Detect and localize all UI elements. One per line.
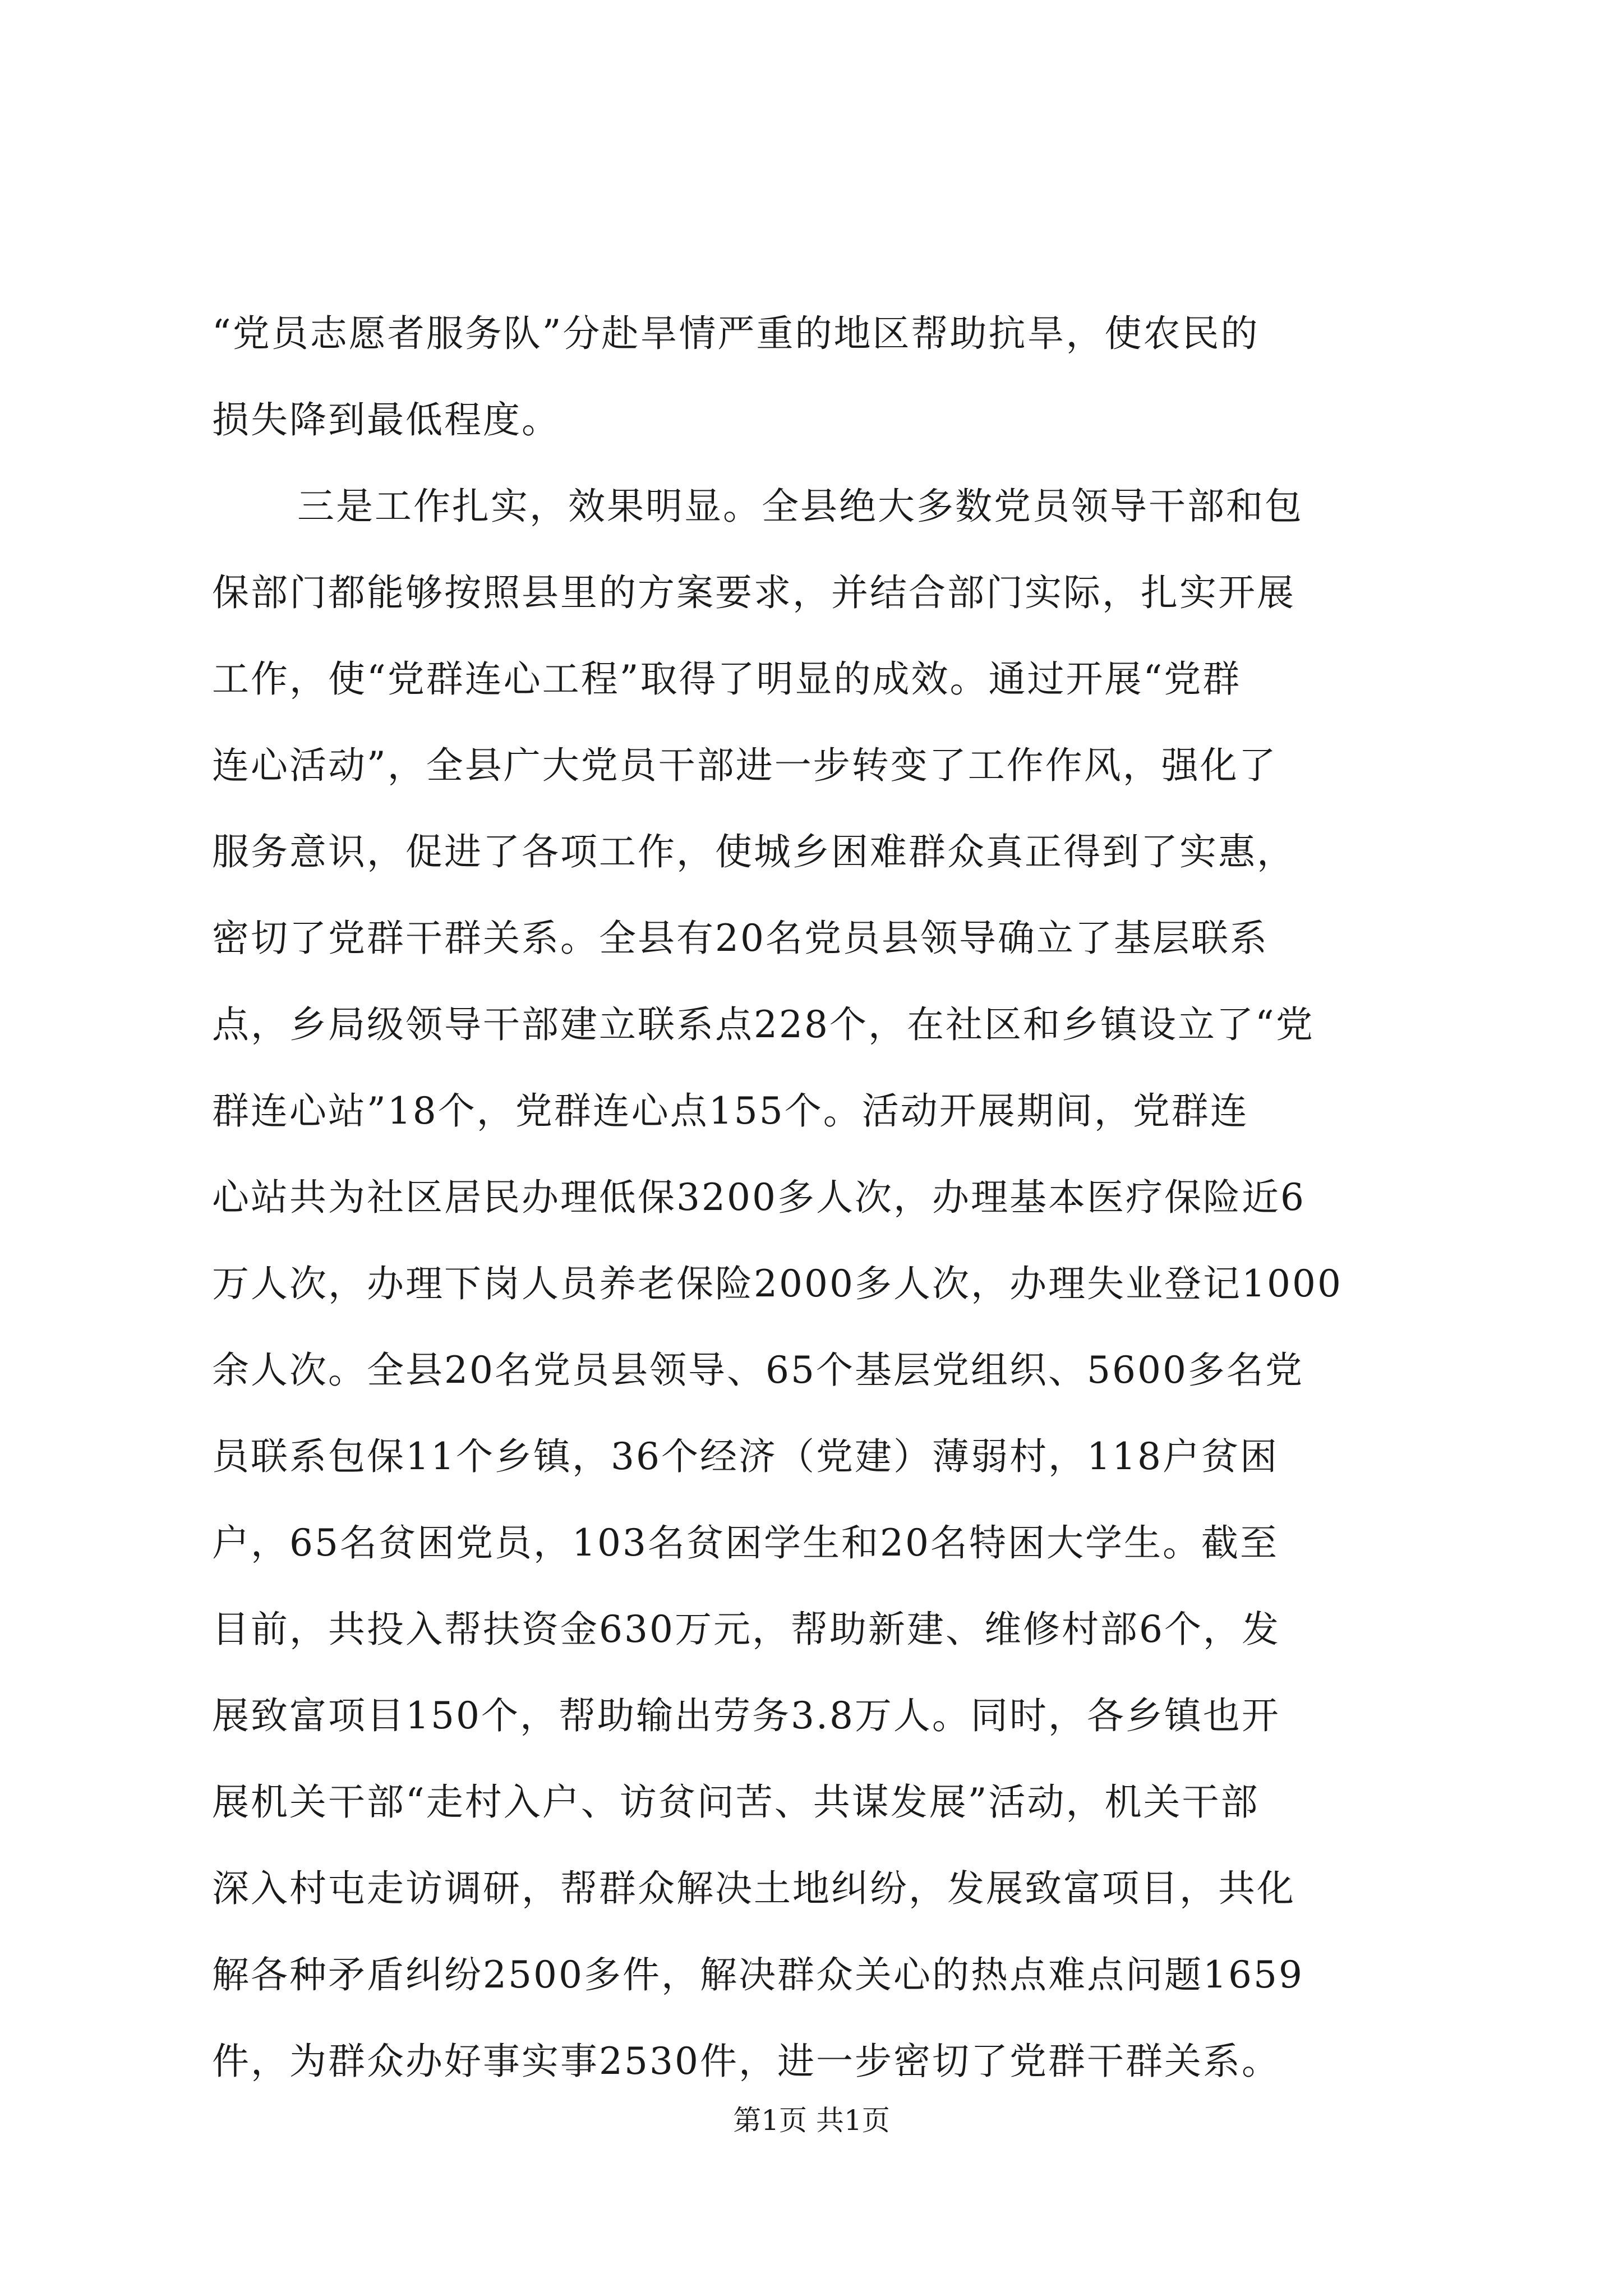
text-line-11: 心站共为社区居民办理低保3200多人次，办理基本医疗保险近6 <box>212 1176 1306 1219</box>
text-line-13: 余人次。全县20名党员县领导、65个基层党组织、5600多名党 <box>212 1349 1304 1392</box>
text-line-7: 服务意识，促进了各项工作，使城乡困难群众真正得到了实惠， <box>212 830 1295 873</box>
text-line-18: 展机关干部“走村入户、访贫问苦、共谋发展”活动，机关干部 <box>212 1780 1260 1824</box>
text-line-8: 密切了党群干群关系。全县有20名党员县领导确立了基层联系 <box>212 917 1269 960</box>
text-line-21: 件，为群众办好事实事2530件，进一步密切了党群干群关系。 <box>212 2040 1280 2083</box>
text-line-15: 户，65名贫困党员，103名贫困学生和20名特困大学生。截至 <box>212 1521 1279 1565</box>
text-line-3: 三是工作扎实，效果明显。全县绝大多数党员领导干部和包 <box>297 485 1303 528</box>
text-line-19: 深入村屯走访调研，帮群众解决土地纠纷，发展致富项目，共化 <box>212 1867 1295 1910</box>
text-line-20: 解各种矛盾纠纷2500多件，解决群众关心的热点难点问题1659 <box>212 1953 1304 1996</box>
page-footer: 第1页 共1页 <box>733 2104 890 2137</box>
text-line-17: 展致富项目150个，帮助输出劳务3.8万人。同时，各乡镇也开 <box>212 1694 1280 1737</box>
text-line-1: “党员志愿者服务队”分赴旱情严重的地区帮助抗旱，使农民的 <box>212 312 1260 355</box>
text-line-4: 保部门都能够按照县里的方案要求，并结合部门实际，扎实开展 <box>212 571 1295 614</box>
text-line-10: 群连心站”18个，党群连心点155个。活动开展期间，党群连 <box>212 1089 1249 1133</box>
text-line-6: 连心活动”，全县广大党员干部进一步转变了工作作风，强化了 <box>212 744 1278 787</box>
text-line-5: 工作，使“党群连心工程”取得了明显的成效。通过开展“党群 <box>212 657 1242 701</box>
text-line-9: 点，乡局级领导干部建立联系点228个，在社区和乡镇设立了“党 <box>212 1003 1315 1046</box>
text-line-12: 万人次，办理下岗人员养老保险2000多人次，办理失业登记1000 <box>212 1262 1343 1305</box>
text-line-16: 目前，共投入帮扶资金630万元，帮助新建、维修村部6个，发 <box>212 1608 1280 1651</box>
text-line-2: 损失降到最低程度。 <box>212 398 560 441</box>
text-line-14: 员联系包保11个乡镇，36个经济（党建）薄弱村，118户贫困 <box>212 1435 1279 1478</box>
